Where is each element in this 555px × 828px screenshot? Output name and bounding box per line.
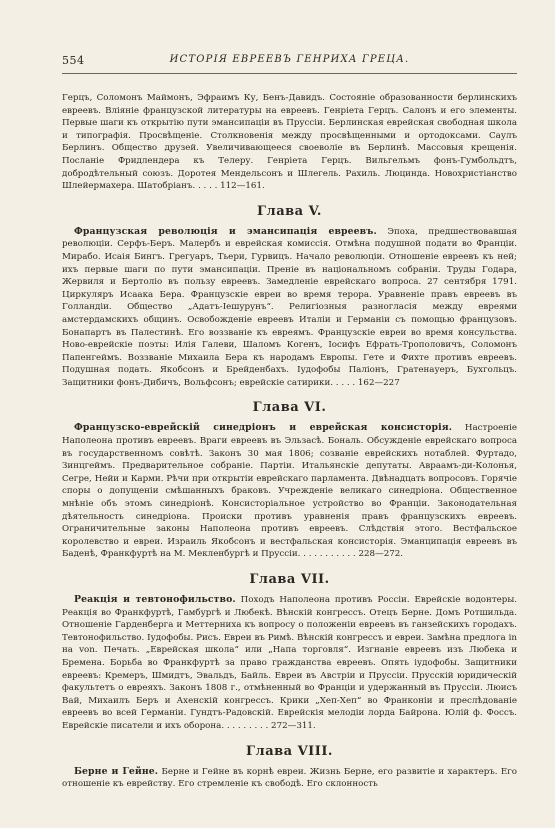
leader-dots: . . . . bbox=[335, 377, 358, 388]
page-range: 272—311. bbox=[271, 720, 316, 731]
chapter-title: Берне и Гейне. bbox=[74, 765, 159, 777]
leader-dots: . . . . bbox=[198, 181, 221, 192]
chapter-summary bbox=[62, 226, 517, 390]
chapter-text: Настроеніе Наполеона противъ евреевъ. Враги евреевъ въ Эльзасѣ. Бональ. Обсужденіе еврейскаго вопроса въ государственномъ совѣтѣ. Законъ 30 мая 1806; созваніе еврейскихъ нотаблей. Фуртадо, Зинцгеймъ. Предварительное собраніе. Партіи. Итальянскіе депутаты. Авраамъ-ди-Колонья, Сегре, Нейи и Карми. Рѣчи при открытіи еврейскаго парламента. Двѣнадцать вопросовъ. Горячіе споры о допущеніи смѣшанныхъ браковъ. Учрежденіе великаго синедріона. Общественное мнѣніе объ этомъ синедріонѣ. Консисторіальное устройство во Франціи. Законодательная дѣятельность синедріона. Происки противъ уравненія правъ французскихъ евреевъ. Ограничительные законы Наполеона противъ евреевъ. Слѣдствія этого. Вестфальское королевство и евреи. Израиль Якобсонъ и вестфальская консисторія. Эманципація евреевъ въ Баденѣ, Франкфуртѣ на М. Мекленбургѣ и Пруссіи. bbox=[62, 423, 517, 560]
chapter-heading: Глава VI. bbox=[252, 400, 327, 416]
page-range: 162—227 bbox=[357, 377, 400, 388]
chapter-summary bbox=[62, 422, 517, 561]
header-rule bbox=[62, 73, 517, 74]
chapter-heading: Глава VII. bbox=[249, 572, 330, 587]
chapter-text: Походъ Наполеона противъ Россіи. Еврейскіе водонтеры. Реакція во Франкфуртѣ, Гамбургѣ и Любекѣ. Вѣнскій конгрессъ. Отецъ Берне. Домъ Ротшильда. Отношеніе Гарденберга и Меттерниха къ вопросу о положеніи евреевъ въ ганзейскихъ городахъ. Тевтонофильство. Іудофобы. Рисъ. Евреи въ Римѣ. Вѣнскій конгрессъ и евреи. Замѣна предлога in на von. Печать. „Еврейская школа“ или „Напа торговля“. Изгнаніе евреевъ изъ Любека и Бремена. Борьба во Франкфуртѣ за право гражданства евреевъ. Опять іудофобы. Защитники евреевъ: Кремеръ, Шмидтъ, Эвальдъ, Байль. Евреи въ Австріи и Пруссіи. Прусскій юридическій факультетъ о евреяхъ. Законъ 1808 г., отмѣненный во Франціи и удержанный въ Пруссіи. Люисъ Вай, Михаилъ Беръ и Ахенскій конгрессъ. Крики „Хеп-Хеп“ во Франконіи и преслѣдованіе евреевъ во всей Германіи. Гундтъ-Радовскій. Еврейскія мелодіи лорда Байрона. Юлій ф. Фоссъ. Еврейскіе писатели и ихъ оборона. bbox=[62, 595, 518, 731]
page-range: 228—272. bbox=[358, 549, 404, 560]
chapter-heading: Глава VIII. bbox=[246, 743, 333, 759]
chapter-summary bbox=[62, 766, 517, 791]
chapter-text: Берне и Гейне въ корнѣ евреи. Жизнь Берне, его развитіе и характеръ. Его отношеніе къ еврейству. Его стремленіе къ свободѣ. Его склонность bbox=[62, 766, 518, 790]
running-head bbox=[62, 54, 517, 70]
chapter-iv-continuation bbox=[62, 92, 517, 193]
chapter-title: Французско-еврейскій синедріонъ и еврейская консисторія. bbox=[74, 422, 453, 434]
chapter-text: Эпоха, предшествовавшая революціи. Серфъ-Беръ. Малербъ и еврейская комиссія. Отмѣна подушной подати во Франціи. Мирабо. Исаія Бингъ. Грегуаръ, Тьери, Гурвицъ. Начало революціи. Отношеніе евреевъ къ ней; ихъ первые шаги по пути эмансипаціи. Преніе въ національномъ собраніи. Труды Годара, Жервиля и Бертоліо въ пользу евреевъ. Замедленіе еврейскаго вопроса. 27 сентября 1791. Циркуляръ Исаака Бера. Французскіе евреи во время терора. Уравненіе правъ евреевъ въ Голландіи. Общество „Адатъ-Іешурунъ“. Религіозныя разногласія между евреями амстердамскихъ общинъ. Освобожденіе евреевъ Италіи и Германіи съ помощью французовъ. Бонапартъ въ Палестинѣ. Его воззваніе къ евреямъ. Французскіе евреи во время консульства. Ново-еврейскіе поэты: Илія Галеви, Шаломъ Когенъ, Іосифъ Ефрать-Трополовичъ, Соломонъ Папенгеймъ. Воззваніе Михаила Бера къ народамъ Европы. Гете и Фихте противъ евреевъ. Подушная подать. Якобсонъ и Брейденбахъ. Іудофобы Паліонъ, Гратенауеръ, Бухгольцъ. Защитники фонъ-Дибичъ, Вольфсонъ; еврейскіе сатирики. bbox=[62, 226, 517, 388]
page-number: 554 bbox=[62, 54, 85, 67]
leader-dots: . . . . . . . . bbox=[226, 720, 272, 731]
chapter-summary bbox=[62, 594, 517, 733]
page-range: 112—161. bbox=[220, 181, 265, 192]
chapter-heading: Глава V. bbox=[257, 203, 322, 219]
leader-dots: . . . . . . . . . . bbox=[303, 549, 359, 560]
chapter-title: Реакція и тевтонофильство. bbox=[74, 594, 236, 605]
chapter-title: Французская революція и эмансипація евреевъ. bbox=[74, 225, 377, 237]
table-of-contents bbox=[62, 92, 517, 791]
chapter-text: Герцъ, Соломонъ Маймонъ, Эфраимъ Ку, Бенъ-Давидъ. Состояніе образованности берлинскихъ евреевъ. Вліяніе французской литературы на евреевъ. Генріета Герцъ. Салонъ и его элементы. Первые шаги къ открытію пути эмансипаціи въ Пруссіи. Берлинская еврейская свободная школа и типографія. Просвѣщеніе. Столкновенія между просвѣщенными и ортодоксами. Саулъ Берлинъ. Общество друзей. Увеличивающееся своеволіе въ Берлинѣ. Массовыя крещенія. Посланіе Фридлендера къ Телеру. Генріета Герцъ. Вильгельмъ фонъ-Гумбольдтъ, добродѣтельный союзъ. Доротея Мендельсонъ и Шлегель. Рахиль. Люцинда. Новохристіанство Шлейермахера. Шатобріанъ. bbox=[62, 93, 517, 192]
running-title: ИСТОРІЯ ЕВРЕЕВЪ ГЕНРИХА ГРЕЦА. bbox=[169, 54, 410, 65]
